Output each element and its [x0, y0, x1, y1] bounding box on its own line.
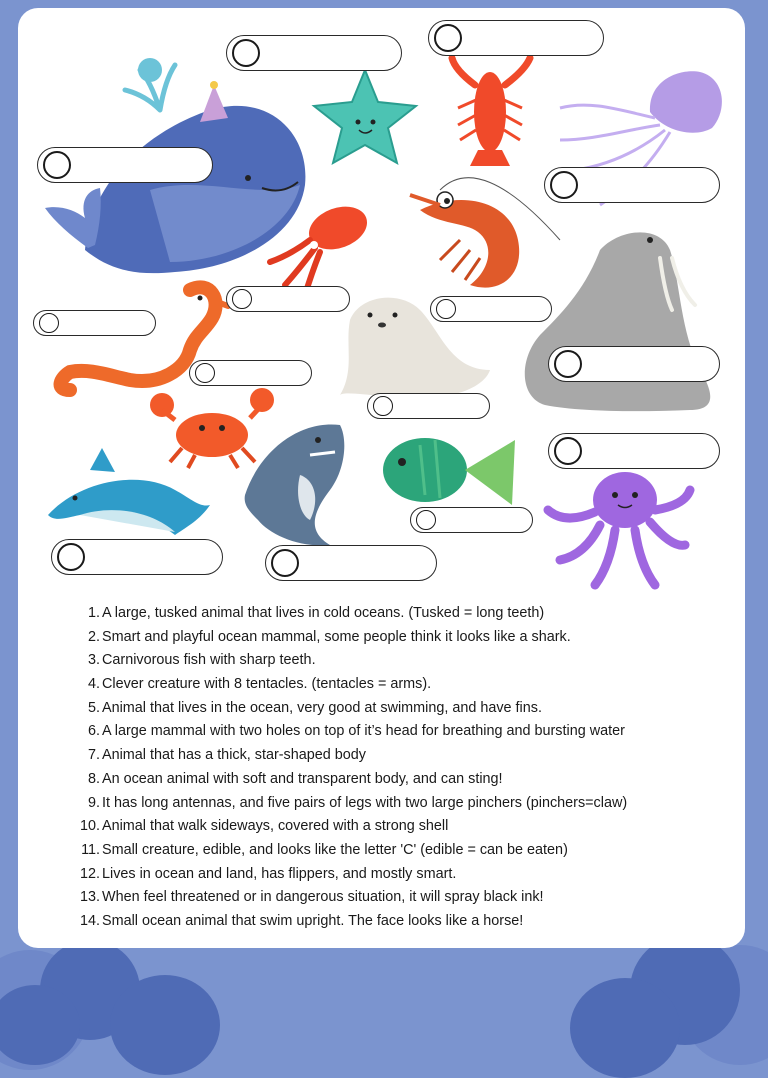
- clue-text: An ocean animal with soft and transparent body, and can sting!: [102, 770, 503, 787]
- number-circle[interactable]: [43, 151, 71, 179]
- clue-item: [70, 602, 740, 626]
- clue-text: Small creature, edible, and looks like the letter 'C' (edible = can be eaten): [102, 841, 568, 858]
- answer-box[interactable]: [226, 35, 402, 71]
- clue-item: [70, 815, 740, 839]
- crab-icon: [150, 388, 274, 468]
- clue-item: [70, 863, 740, 887]
- clue-item: [70, 697, 740, 721]
- clue-text: Animal that walk sideways, covered with a strong shell: [102, 818, 449, 835]
- number-circle[interactable]: [550, 171, 578, 199]
- clue-number: 13.: [79, 889, 100, 906]
- clue-item: [70, 744, 740, 768]
- clue-item: [70, 839, 740, 863]
- number-circle[interactable]: [373, 396, 393, 416]
- clue-list: [70, 602, 740, 934]
- answer-box[interactable]: [367, 393, 490, 419]
- answer-box[interactable]: [189, 360, 312, 386]
- shark-icon: [245, 424, 345, 545]
- number-circle[interactable]: [554, 437, 582, 465]
- cloud-decoration: [110, 975, 220, 1075]
- answer-box[interactable]: [544, 167, 720, 203]
- clue-text: A large mammal with two holes on top of it’s head for breathing and bursting water: [102, 723, 625, 740]
- number-circle[interactable]: [39, 313, 59, 333]
- clue-number: 11.: [81, 841, 100, 858]
- clue-number: 14.: [79, 912, 100, 929]
- number-circle[interactable]: [434, 24, 462, 52]
- clue-text: When feel threatened or in dangerous situation, it will spray black ink!: [102, 889, 544, 906]
- number-circle[interactable]: [195, 363, 215, 383]
- lobster-icon: [452, 58, 530, 166]
- number-circle[interactable]: [271, 549, 299, 577]
- clue-text: Animal that has a thick, star-shaped body: [102, 747, 366, 764]
- answer-box[interactable]: [37, 147, 213, 183]
- clue-number: 9.: [87, 794, 100, 811]
- number-circle[interactable]: [57, 543, 85, 571]
- dolphin-icon: [48, 448, 210, 535]
- fish-icon: [383, 438, 515, 505]
- starfish-icon: [314, 70, 416, 163]
- answer-box[interactable]: [430, 296, 552, 322]
- clue-number: 5.: [87, 699, 100, 716]
- clue-item: [70, 886, 740, 910]
- clue-text: A large, tusked animal that lives in cold oceans. (Tusked = long teeth): [102, 605, 545, 621]
- clue-number: 3.: [87, 652, 100, 669]
- shrimp-icon: [410, 178, 560, 288]
- clue-number: 4.: [87, 676, 100, 693]
- clue-number: 6.: [87, 723, 100, 740]
- clue-item: [70, 910, 740, 934]
- number-circle[interactable]: [232, 39, 260, 67]
- answer-box[interactable]: [51, 539, 223, 575]
- clue-text: Smart and playful ocean mammal, some people think it looks like a shark.: [102, 628, 571, 645]
- clue-text: Lives in ocean and land, has flippers, and mostly smart.: [102, 865, 457, 882]
- clue-number: 1.: [87, 605, 100, 621]
- clue-item: [70, 626, 740, 650]
- clue-text: Clever creature with 8 tentacles. (tentacles = arms).: [102, 676, 432, 693]
- answer-box[interactable]: [548, 346, 720, 382]
- clue-number: 8.: [87, 770, 100, 787]
- clue-item: [70, 720, 740, 744]
- number-circle[interactable]: [554, 350, 582, 378]
- clue-number: 7.: [87, 747, 100, 764]
- answer-box[interactable]: [226, 286, 350, 312]
- number-circle[interactable]: [232, 289, 252, 309]
- answer-box[interactable]: [410, 507, 533, 533]
- clue-item: [70, 649, 740, 673]
- clue-number: 2.: [87, 628, 100, 645]
- answer-box[interactable]: [428, 20, 604, 56]
- clue-item: [70, 673, 740, 697]
- clue-number: 10.: [79, 818, 100, 835]
- number-circle[interactable]: [436, 299, 456, 319]
- octopus-icon: [548, 472, 690, 585]
- number-circle[interactable]: [416, 510, 436, 530]
- answer-box[interactable]: [548, 433, 720, 469]
- clue-text: Small ocean animal that swim upright. The face looks like a horse!: [102, 912, 524, 929]
- clue-item: [70, 792, 740, 816]
- answer-box[interactable]: [33, 310, 156, 336]
- walrus-icon: [525, 232, 710, 411]
- cloud-decoration: [570, 978, 680, 1078]
- clue-item: [70, 768, 740, 792]
- clue-text: Animal that lives in the ocean, very good at swimming, and have fins.: [102, 699, 542, 716]
- clue-number: 12.: [79, 865, 100, 882]
- clue-text: It has long antennas, and five pairs of legs with two large pinchers (pinchers=claw): [102, 794, 628, 811]
- answer-box[interactable]: [265, 545, 437, 581]
- clue-text: Carnivorous fish with sharp teeth.: [102, 652, 316, 669]
